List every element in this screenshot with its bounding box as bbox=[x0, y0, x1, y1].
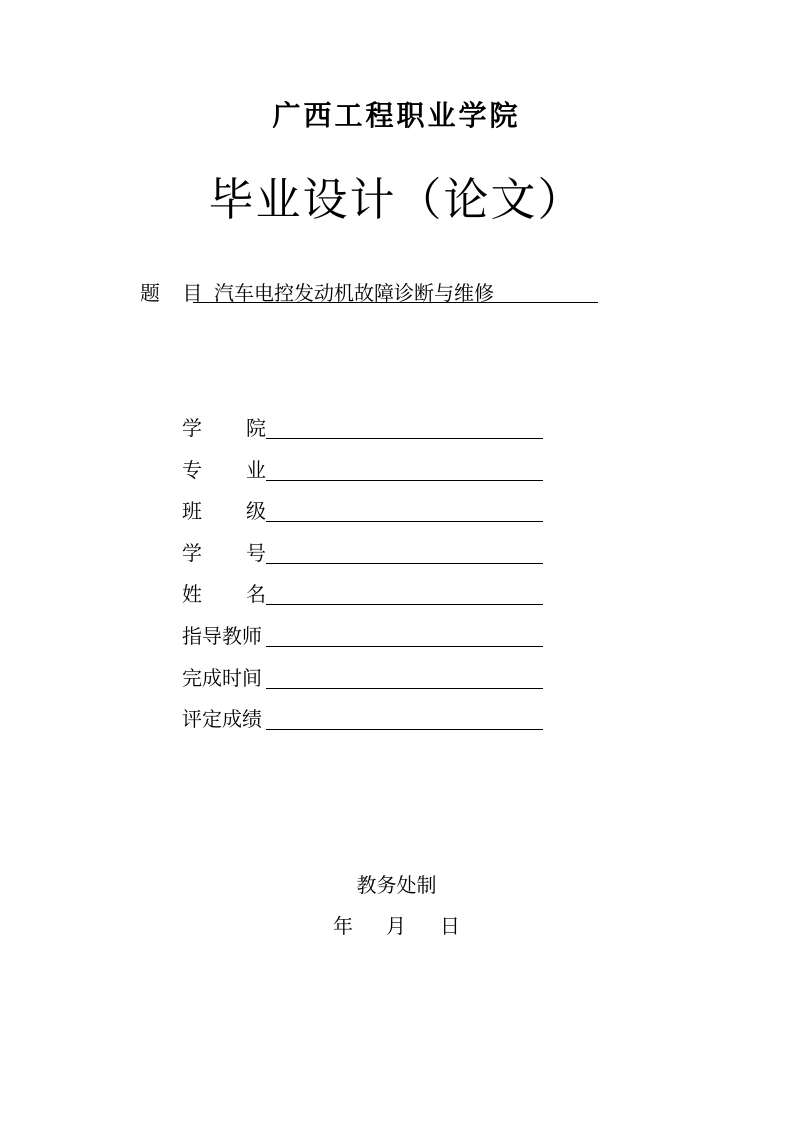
college-name: 广西工程职业学院 bbox=[272, 99, 521, 132]
field-name-label: 姓 名 bbox=[182, 582, 266, 606]
field-completion-time-label: 完成时间 bbox=[182, 666, 262, 690]
field-class-label: 班 级 bbox=[182, 499, 266, 523]
field-college-line[interactable] bbox=[266, 415, 543, 439]
field-college-label: 学 院 bbox=[182, 416, 266, 440]
topic-label: 题 目 bbox=[140, 281, 211, 305]
field-grade-label: 评定成绩 bbox=[182, 707, 262, 731]
field-student-id-label: 学 号 bbox=[182, 541, 266, 565]
field-class-line[interactable] bbox=[266, 498, 543, 522]
topic-value: 汽车电控发动机故障诊断与维修 bbox=[193, 280, 598, 303]
field-major-line[interactable] bbox=[266, 457, 543, 481]
date-year: 年 bbox=[333, 914, 353, 938]
issuing-office: 教务处制 bbox=[356, 873, 437, 897]
date-month: 月 bbox=[386, 914, 406, 938]
date-day: 日 bbox=[440, 914, 460, 938]
document-title: 毕业设计（论文） bbox=[208, 173, 585, 226]
field-advisor-label: 指导教师 bbox=[182, 624, 262, 648]
field-advisor-line[interactable] bbox=[266, 623, 543, 647]
field-grade-line[interactable] bbox=[266, 706, 543, 730]
topic-row bbox=[140, 280, 494, 306]
field-student-id-line[interactable] bbox=[266, 540, 543, 564]
field-name-line[interactable] bbox=[266, 581, 543, 605]
field-completion-time-line[interactable] bbox=[266, 665, 543, 689]
field-major-label: 专 业 bbox=[182, 458, 266, 482]
